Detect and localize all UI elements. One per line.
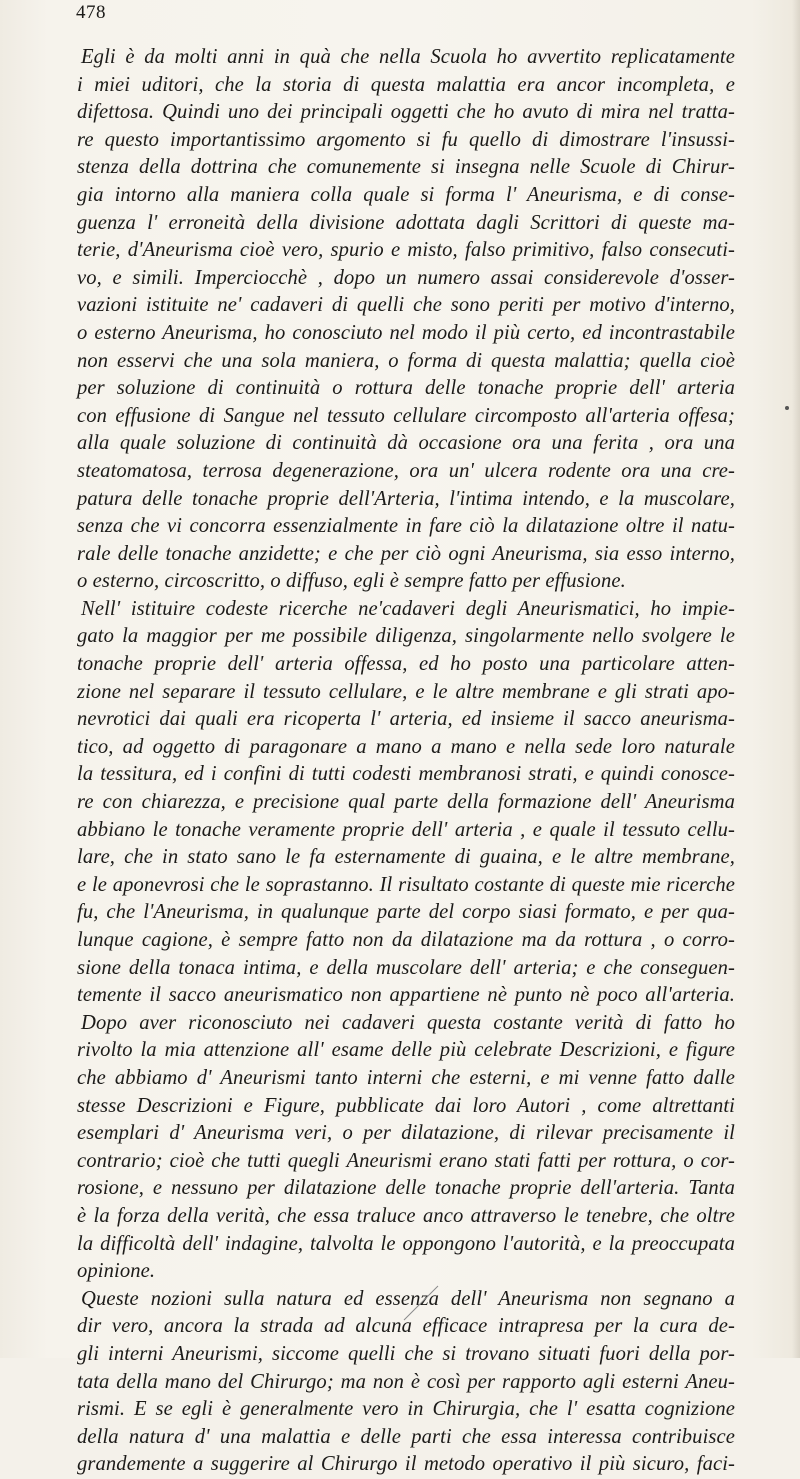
text-line: rale delle tonache anzidette; e che per ciò ogni Aneurisma, sia esso interno,: [77, 542, 735, 565]
text-line: abbiano le tonache veramente proprie dell' arteria , e quale il tessuto cellu-: [77, 818, 735, 841]
text-line: terie, d'Aneurisma cioè vero, spurio e misto, falso primitivo, falso consecuti-: [77, 239, 735, 262]
text-line: dir vero, ancora la strada ad alcuna efficace intrapresa per la cura de-: [77, 1315, 735, 1338]
text-line: è la forza della verità, che essa traluce anco attraverso le tenebre, che oltre: [77, 1204, 735, 1227]
text-line: patura delle tonache proprie dell'Arteria, l'intima intendo, e la muscolare,: [77, 487, 735, 510]
text-line: lare, che in stato sano le fa esternamente di guaina, e le altre membrane,: [77, 846, 735, 869]
text-line: nevrotici dai quali era ricoperta l' arteria, ed insieme il sacco aneurisma-: [77, 708, 735, 731]
text-line: vazioni istituite ne' cadaveri di quelli che sono periti per motivo d'interno,: [77, 294, 735, 317]
text-line: rismi. E se egli è generalmente vero in Chirurgia, che l' esatta cognizione: [77, 1398, 735, 1421]
text-line: o esterno Aneurisma, ho conosciuto nel modo il più certo, ed incontrastabile: [77, 321, 735, 344]
text-line: gli interni Aneurismi, siccome quelli che si trovano situati fuori della por-: [77, 1342, 735, 1365]
text-line: gato la maggior per me possibile diligenza, singolarmente nello svolgere le: [77, 625, 735, 648]
text-line: re con chiarezza, e precisione qual parte della formazione dell' Aneurisma: [77, 791, 735, 814]
text-line: che abbiamo d' Aneurismi tanto interni che esterni, e mi venne fatto dalle: [77, 1066, 735, 1089]
text-line: tico, ad oggetto di paragonare a mano a mano e nella sede loro naturale: [77, 735, 735, 758]
text-line: sione della tonaca intima, e della muscolare dell' arteria; e che conseguen-: [77, 956, 735, 979]
margin-dot-mark: [785, 406, 789, 410]
text-line: zione nel separare il tessuto cellulare, e le altre membrane e gli strati apo-: [77, 680, 735, 703]
page-number: 478: [76, 2, 106, 23]
text-line: stesse Descrizioni e Figure, pubblicate dai loro Autori , come altrettanti: [77, 1094, 735, 1117]
text-line: la tessitura, ed i confini di tutti codesti membranosi strati, e quindi conosce-: [77, 763, 735, 786]
text-line: con effusione di Sangue nel tessuto cellulare circomposto all'arteria offesa;: [77, 404, 735, 427]
text-line: lunque cagione, è sempre fatto non da dilatazione ma da rottura , o corro-: [77, 929, 735, 951]
text-line: Queste nozioni sulla natura ed essenza dell' Aneurisma non segnano a: [81, 1287, 735, 1310]
text-line: temente il sacco aneurismatico non appartiene nè punto nè poco all'arteria.: [77, 984, 735, 1007]
text-line: vo, e simili. Imperciocchè , dopo un numero assai considerevole d'osser-: [77, 266, 735, 289]
text-line: senza che vi concorra essenzialmente in fare ciò la dilatazione oltre il natu-: [77, 515, 735, 538]
text-line: la difficoltà dell' indagine, talvolta le oppongono l'autorità, e la preoccupata: [77, 1232, 735, 1255]
text-line: grandemente a suggerire al Chirurgo il metodo operativo il più sicuro, faci-: [77, 1453, 735, 1476]
text-line: Nell' istituire codeste ricerche ne'cadaveri degli Aneurismatici, ho impie-: [81, 597, 735, 620]
text-line: alla quale soluzione di continuità dà occasione ora una ferita , ora una: [77, 432, 735, 455]
text-line: rivolto la mia attenzione all' esame delle più celebrate Descrizioni, e figure: [77, 1039, 735, 1062]
text-line: o esterno, circoscritto, o diffuso, egli è sempre fatto per effusione.: [77, 570, 626, 593]
text-line: tonache proprie dell' arteria offessa, ed ho posto una particolare atten-: [77, 653, 735, 676]
text-line: e le aponevrosi che le soprastanno. Il risultato costante di queste mie ricerche: [77, 873, 735, 896]
pencil-stroke-mark: [402, 1282, 442, 1322]
text-line: Dopo aver riconosciuto nei cadaveri questa costante verità di fatto ho: [81, 1011, 735, 1034]
text-line: per soluzione di continuità o rottura delle tonache proprie dell' arteria: [77, 377, 735, 400]
text-line: i miei uditori, che la storia di questa malattia era ancor incompleta, e: [77, 73, 735, 96]
text-line: difettosa. Quindi uno dei principali oggetti che ho avuto di mira nel tratta-: [77, 101, 735, 124]
text-line: steatomatosa, terrosa degenerazione, ora un' ulcera rodente ora una cre-: [77, 459, 735, 482]
text-line: esemplari d' Aneurisma veri, o per dilatazione, di rilevar precisamente il: [77, 1122, 735, 1145]
body-text: [77, 44, 735, 1479]
text-line: della natura d' una malattia e delle parti che essa interessa contribuisce: [77, 1425, 735, 1448]
text-line: rosione, e nessuno per dilatazione delle tonache proprie dell'arteria. Tanta: [77, 1177, 735, 1200]
text-line: gia intorno alla maniera colla quale si forma l' Aneurisma, e di conse-: [77, 183, 735, 206]
text-line: tata della mano del Chirurgo; ma non è così per rapporto agli esterni Aneu-: [77, 1370, 735, 1393]
text-line: Egli è da molti anni in quà che nella Scuola ho avvertito replicatamente: [81, 46, 735, 68]
text-line: guenza l' erroneità della divisione adottata dagli Scrittori di queste ma-: [77, 211, 735, 234]
text-line: stenza della dottrina che comunemente si insegna nelle Scuole di Chirur-: [77, 156, 735, 179]
page-edge-shadow: [792, 0, 800, 1358]
text-line: fu, che l'Aneurisma, in qualunque parte del corpo siasi formato, e per qua-: [77, 901, 735, 924]
text-line: contrario; cioè che tutti quegli Aneurismi erano stati fatti per rottura, o cor-: [77, 1149, 735, 1172]
text-line: re questo importantissimo argomento si fu quello di dimostrare l'insussi-: [77, 128, 735, 151]
text-line: opinione.: [77, 1260, 156, 1283]
text-line: non esservi che una sola maniera, o forma di questa malattia; quella cioè: [77, 349, 735, 372]
